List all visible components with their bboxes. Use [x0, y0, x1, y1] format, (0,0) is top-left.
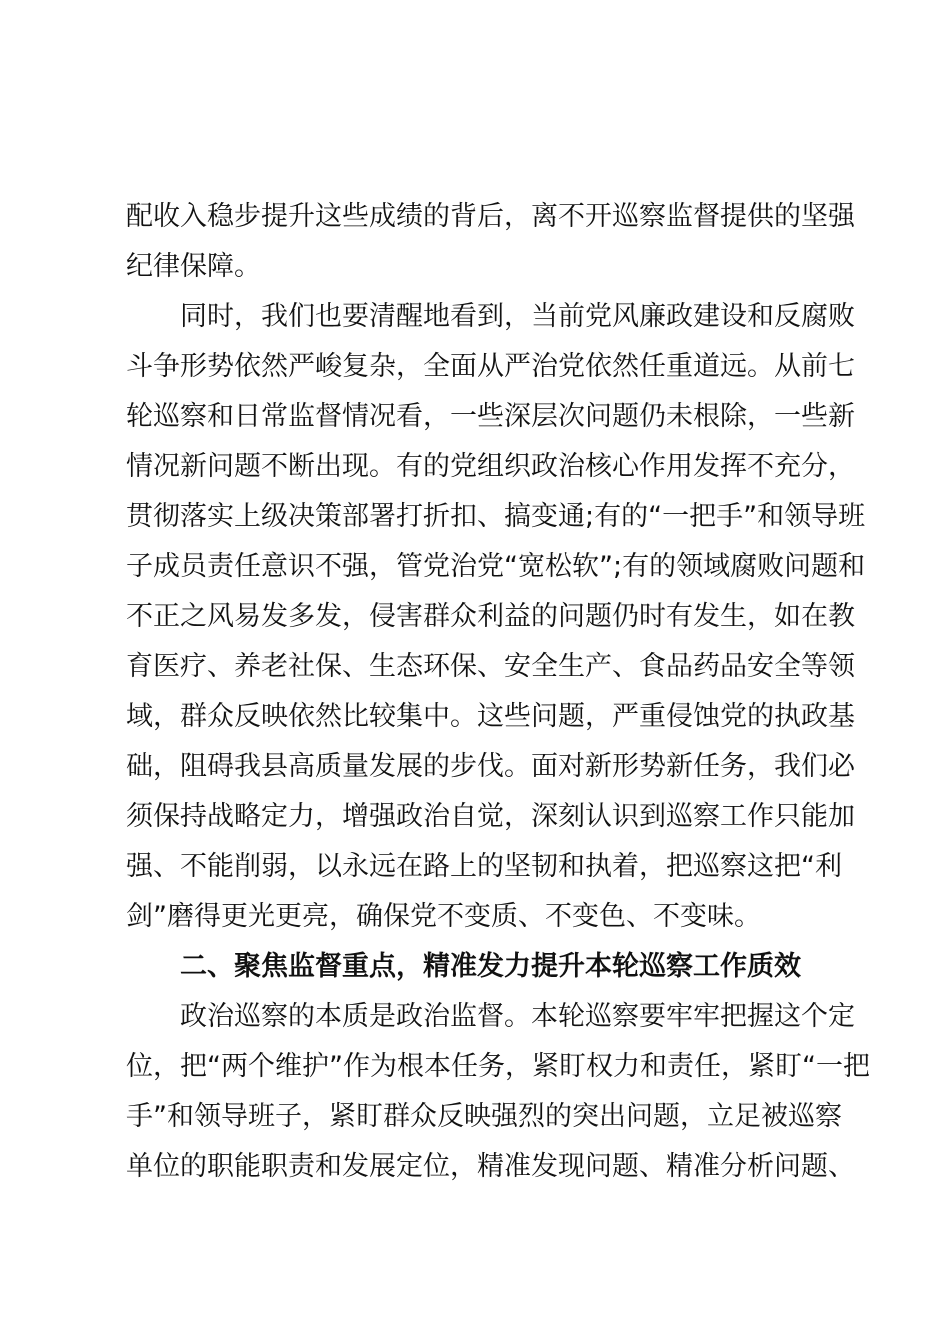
text-line: 子成员责任意识不强，管党治党“宽松软”;有的领域腐败问题和 — [126, 551, 866, 582]
text-line: 配收入稳步提升这些成绩的背后，离不开巡察监督提供的坚强 — [126, 201, 855, 232]
text-line: 不正之风易发多发，侵害群众利益的问题仍时有发生，如在教 — [126, 601, 855, 632]
text-line: 情况新问题不断出现。有的党组织政治核心作用发挥不充分， — [126, 451, 855, 482]
text-line: 轮巡察和日常监督情况看，一些深层次问题仍未根除，一些新 — [126, 401, 855, 432]
paragraph-1 — [126, 192, 855, 292]
heading-line: 二、聚焦监督重点，精准发力提升本轮巡察工作质效 — [180, 951, 801, 982]
text-line: 贯彻落实上级决策部署打折扣、搞变通;有的“一把手”和领导班 — [126, 501, 866, 532]
text-line: 纪律保障。 — [126, 251, 261, 282]
text-line: 政治巡察的本质是政治监督。本轮巡察要牢牢把握这个定 — [180, 1001, 855, 1032]
text-line: 位，把“两个维护”作为根本任务，紧盯权力和责任，紧盯“一把 — [126, 1051, 870, 1082]
text-line: 育医疗、养老社保、生态环保、安全生产、食品药品安全等领 — [126, 651, 855, 682]
text-line: 域，群众反映依然比较集中。这些问题，严重侵蚀党的执政基 — [126, 701, 855, 732]
paragraph-3 — [126, 992, 870, 1192]
text-line: 础，阻碍我县高质量发展的步伐。面对新形势新任务，我们必 — [126, 751, 855, 782]
text-line: 同时，我们也要清醒地看到，当前党风廉政建设和反腐败 — [180, 301, 855, 332]
text-line: 单位的职能职责和发展定位，精准发现问题、精准分析问题、 — [126, 1151, 855, 1182]
section-heading — [126, 942, 826, 992]
text-line: 强、不能削弱，以永远在路上的坚韧和执着，把巡察这把“利 — [126, 851, 842, 882]
text-line: 剑”磨得更光更亮，确保党不变质、不变色、不变味。 — [126, 901, 761, 932]
text-line: 斗争形势依然严峻复杂，全面从严治党依然任重道远。从前七 — [126, 351, 855, 382]
document-body — [126, 192, 870, 1192]
text-line: 手”和领导班子，紧盯群众反映强烈的突出问题，立足被巡察 — [126, 1101, 842, 1132]
text-line: 须保持战略定力，增强政治自觉，深刻认识到巡察工作只能加 — [126, 801, 855, 832]
paragraph-2 — [126, 292, 866, 942]
